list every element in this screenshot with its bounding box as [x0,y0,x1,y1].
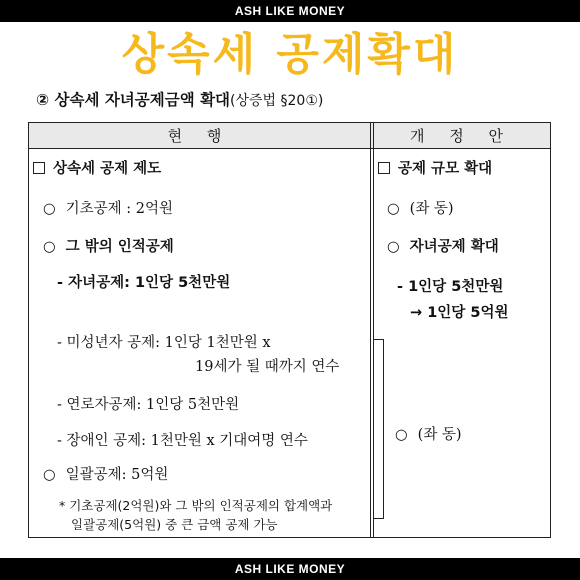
current-lump-sum-deduction: ○ 일괄공제: 5억원 [43,467,169,483]
subtitle-main: ② 상속세 자녀공제금액 확대 [36,91,231,109]
current-minor-deduction-line2: 19세가 될 때까지 연수 [195,359,340,375]
circle-bullet-icon: ○ [43,467,56,483]
current-disabled-deduction: - 장애인 공제: 1천만원 x 기대여명 연수 [57,433,308,449]
current-section-heading: 상속세 공제 제도 [33,157,161,178]
current-elderly-deduction: - 연로자공제: 1인당 5천만원 [57,397,240,413]
current-note-line1: * 기초공제(2억원)와 그 밖의 인적공제의 합계액과 [59,498,333,513]
circle-bullet-icon: ○ [387,239,400,255]
current-basic-deduction: ○ 기초공제 : 2억원 [43,201,174,217]
revised-child-heading: ○ 자녀공제 확대 [387,239,499,255]
revised-same-2: ○ (좌 동) [395,427,462,443]
top-banner: ASH LIKE MONEY [0,0,580,22]
revised-child-line1: - 1인당 5천만원 [397,279,504,295]
current-child-deduction: - 자녀공제: 1인당 5천만원 [57,275,231,291]
page-title: 상속세 공제확대 [121,29,459,80]
revised-child-line2: → 1인당 5억원 [410,305,509,321]
current-minor-deduction-line1: - 미성년자 공제: 1인당 1천만원 x [57,335,271,351]
checkbox-square-icon [33,162,45,174]
checkbox-square-icon [378,162,390,174]
revised-same-1: ○ (좌 동) [387,201,454,217]
circle-bullet-icon: ○ [43,239,56,255]
revised-section-heading: 공제 규모 확대 [378,157,492,178]
current-personal-deduction: ○ 그 밖의 인적공제 [43,239,174,255]
circle-bullet-icon: ○ [387,201,400,217]
section-subtitle [36,88,323,110]
current-note-line2: 일괄공제(5억원) 중 큰 금액 공제 가능 [71,517,278,532]
bottom-banner: ASH LIKE MONEY [0,558,580,580]
header-revised: 개 정 안 [409,127,513,145]
header-current: 현 행 [167,127,232,145]
circle-bullet-icon: ○ [395,427,408,443]
comparison-table [28,122,551,538]
grouping-bracket [374,339,384,519]
circle-bullet-icon: ○ [43,201,56,217]
subtitle-law-reference: (상증법 §20①) [230,93,324,109]
